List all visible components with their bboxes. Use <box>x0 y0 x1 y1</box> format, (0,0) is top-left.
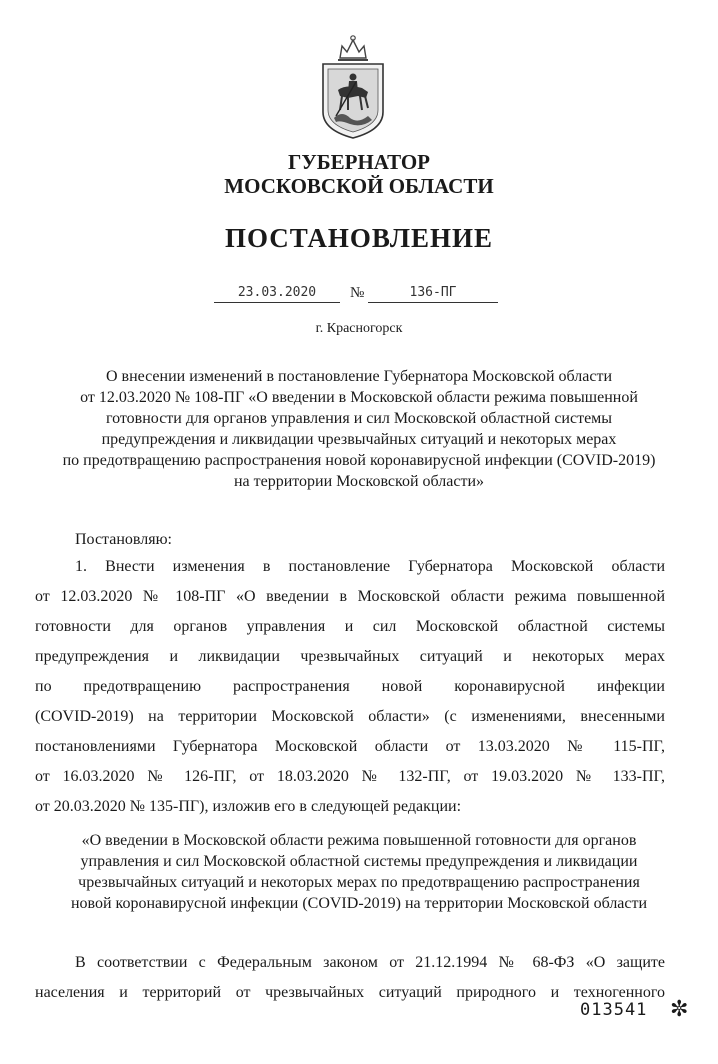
subject-line: на территории Московской области» <box>233 473 485 490</box>
paragraph-line: готовности для органов управления и сил Московской областной системы <box>35 618 665 635</box>
subject-line: по предотвращению распространения новой коронавирусной инфекции (COVID-2019) <box>62 452 656 469</box>
quote-line: «О введении в Московской области режима повышенной готовности для органов <box>81 832 637 849</box>
authority-title-line1: ГУБЕРНАТОР <box>287 150 431 174</box>
document-date-field: 23.03.2020 <box>214 284 340 303</box>
paragraph-line: от 16.03.2020 № 126-ПГ, от 18.03.2020 № 132-ПГ, от 19.03.2020 № 133-ПГ, <box>35 768 665 785</box>
document-type-title: ПОСТАНОВЛЕНИЕ <box>224 223 494 253</box>
quote-line: управления и сил Московской областной системы предупреждения и ликвидации <box>80 853 638 870</box>
subject-line: О внесении изменений в постановление Губернатора Московской области <box>105 368 613 385</box>
paragraph-line: от 20.03.2020 № 135-ПГ), изложив его в следующей редакции: <box>35 798 462 815</box>
paragraph-line: 1. Внести изменения в постановление Губернатора Московской области <box>75 558 665 575</box>
paragraph-2 <box>35 948 665 1008</box>
serial-number: 013541 <box>580 1000 648 1020</box>
paragraph-line: населения и территорий от чрезвычайных ситуаций природного и техногенного <box>35 984 665 1001</box>
quoted-title <box>30 830 688 914</box>
quote-line: новой коронавирусной инфекции (COVID-2019) на территории Московской области <box>70 895 648 912</box>
paragraph-line: постановлениями Губернатора Московской области от 13.03.2020 № 115-ПГ, <box>35 738 665 755</box>
city-label: г. Красногорск <box>315 321 403 336</box>
paragraph-line: (COVID-2019) на территории Московской области» (с изменениями, внесенными <box>35 708 665 725</box>
paragraph-line: предупреждения и ликвидации чрезвычайных ситуаций и некоторых мерах <box>35 648 665 665</box>
number-sign: № <box>350 285 365 301</box>
paragraph-line: В соответствии с Федеральным законом от 21.12.1994 № 68-ФЗ «О защите <box>75 954 665 971</box>
paragraph-line: от 12.03.2020 № 108-ПГ «О введении в Московской области режима повышенной <box>35 588 665 605</box>
registration-line <box>0 284 718 306</box>
document-number-field: 136-ПГ <box>368 284 498 303</box>
subject-line: от 12.03.2020 № 108-ПГ «О введении в Московской области режима повышенной <box>80 389 638 406</box>
authority-title-line2: МОСКОВСКОЙ ОБЛАСТИ <box>224 174 494 198</box>
document-subject <box>28 366 690 492</box>
paragraph-1 <box>35 552 665 822</box>
coat-of-arms-icon <box>318 30 388 142</box>
subject-line: предупреждения и ликвидации чрезвычайных ситуаций и некоторых мерах <box>101 431 617 448</box>
decree-word: Постановляю: <box>75 531 172 548</box>
quote-line: чрезвычайных ситуаций и некоторых мерах по предотвращению распространения <box>78 874 640 891</box>
subject-line: готовности для органов управления и сил Московской областной системы <box>105 410 613 427</box>
paragraph-line: по предотвращению распространения новой коронавирусной инфекции <box>35 678 665 695</box>
asterisk-mark: ✼ <box>670 996 689 1021</box>
